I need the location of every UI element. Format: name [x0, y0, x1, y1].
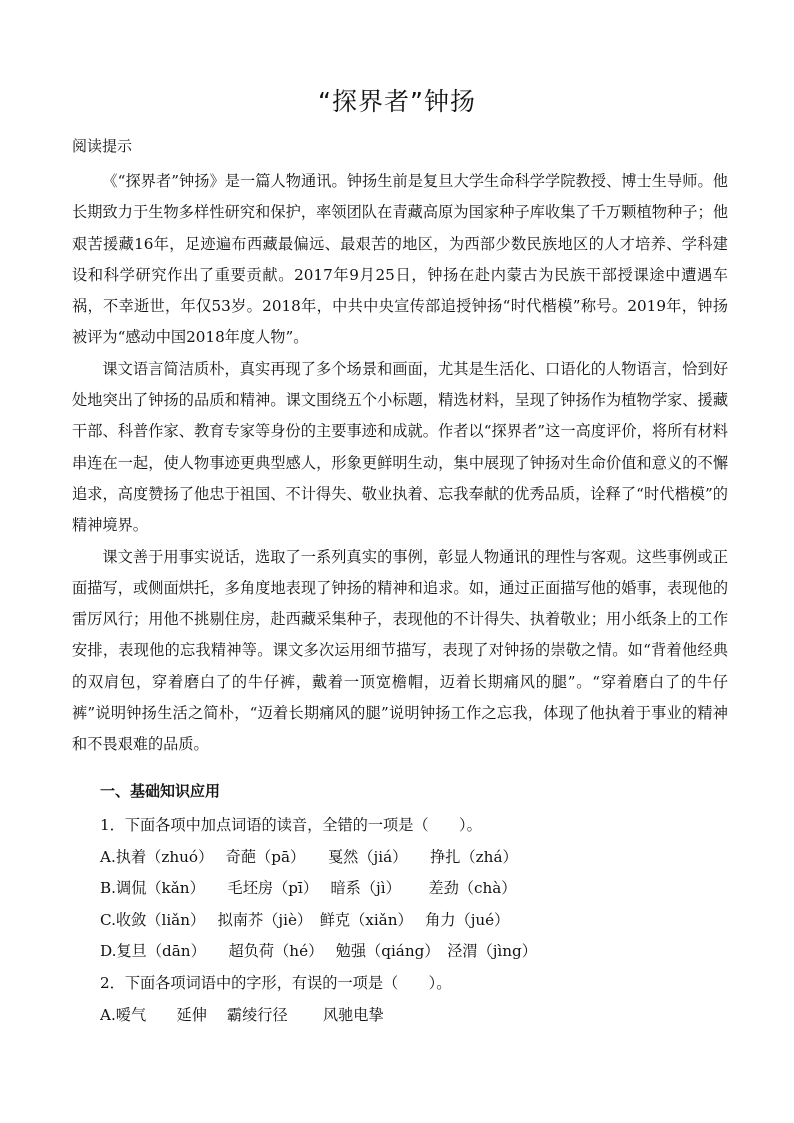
- answer-option: C.收敛（liǎn） 拟南芥（jiè） 鲜克（xiǎn） 角力（jué）: [100, 910, 510, 929]
- reading-tip-label: 阅读提示: [72, 137, 133, 155]
- answer-option: D.复旦（dān） 超负荷（hé） 勉强（qiáng） 泾渭（jìng）: [100, 942, 537, 961]
- question-stem: 2．下面各项词语中的字形，有误的一项是（ ）。: [100, 973, 452, 992]
- reading-tip-body: [72, 166, 728, 761]
- paragraph: 课文善于用事实说话，选取了一系列真实的事例，彰显人物通讯的理性与客观。这些事例或正面描写，或侧面烘托，多角度地表现了钟扬的精神和追求。如，通过正面描写他的婚事，表现他的雷厉风行；用他不挑剔住房，赴西藏采集种子，表现他的不计得失、执着敬业；用小纸条上的工作安排，表现他的忘我精神等。课文多次运用细节描写，表现了对钟扬的崇敬之情。如“背着他经典的双肩包，穿着磨白了的牛仔裤，戴着一顶宽檐帽，迈着长期痛风的腿”。“穿着磨白了的牛仔裤”说明钟扬生活之简朴，“迈着长期痛风的腿”说明钟扬工作之忘我，体现了他执着于事业的精神和不畏艰难的品质。: [72, 547, 728, 754]
- answer-option: B.调侃（kǎn） 毛坯房（pī） 暗系（jì） 差劲（chà）: [100, 879, 517, 898]
- paragraph: 《“探界者”钟扬》是一篇人物通讯。钟扬生前是复旦大学生命科学学院教授、博士生导师。他长期致力于生物多样性研究和保护，率领团队在青藏高原为国家种子库收集了千万颗植物种子；他艰苦援藏16年，足迹遍布西藏最偏远、最艰苦的地区，为西部少数民族地区的人才培养、学科建设和科学研究作出了重要贡献。2017年9月25日，钟扬在赴内蒙古为民族干部授课途中遭遇车祸，不幸逝世，年仅53岁。2018年，中共中央宣传部追授钟扬“时代楷模”称号。2019年，钟扬被评为“感动中国2018年度人物”。: [72, 172, 728, 347]
- section-heading: 一、基础知识应用: [100, 782, 221, 800]
- answer-option: A.执着（zhuó） 奇葩（pā） 戛然（jiá） 挣扎（zhá）: [100, 847, 518, 866]
- paragraph: 课文语言简洁质朴，真实再现了多个场景和画面，尤其是生活化、口语化的人物语言，恰到好处地突出了钟扬的品质和精神。课文围绕五个小标题，精选材料，呈现了钟扬作为植物学家、援藏干部、科普作家、教育专家等身份的主要事迹和成就。作者以“探界者”这一高度评价，将所有材料串连在一起，使人物事迹更典型感人，形象更鲜明生动，集中展现了钟扬对生命价值和意义的不懈追求，高度赞扬了他忠于祖国、不计得失、敬业执着、忘我奉献的优秀品质，诠释了“时代楷模”的精神境界。: [72, 359, 728, 535]
- page-title: “探界者”钟扬: [318, 87, 476, 116]
- answer-option: A.嗳气 延伸 霸绫行径 风驰电挚: [100, 1005, 384, 1024]
- question-stem: 1．下面各项中加点词语的读音，全错的一项是（ ）。: [100, 816, 482, 834]
- question-list: [100, 810, 728, 1031]
